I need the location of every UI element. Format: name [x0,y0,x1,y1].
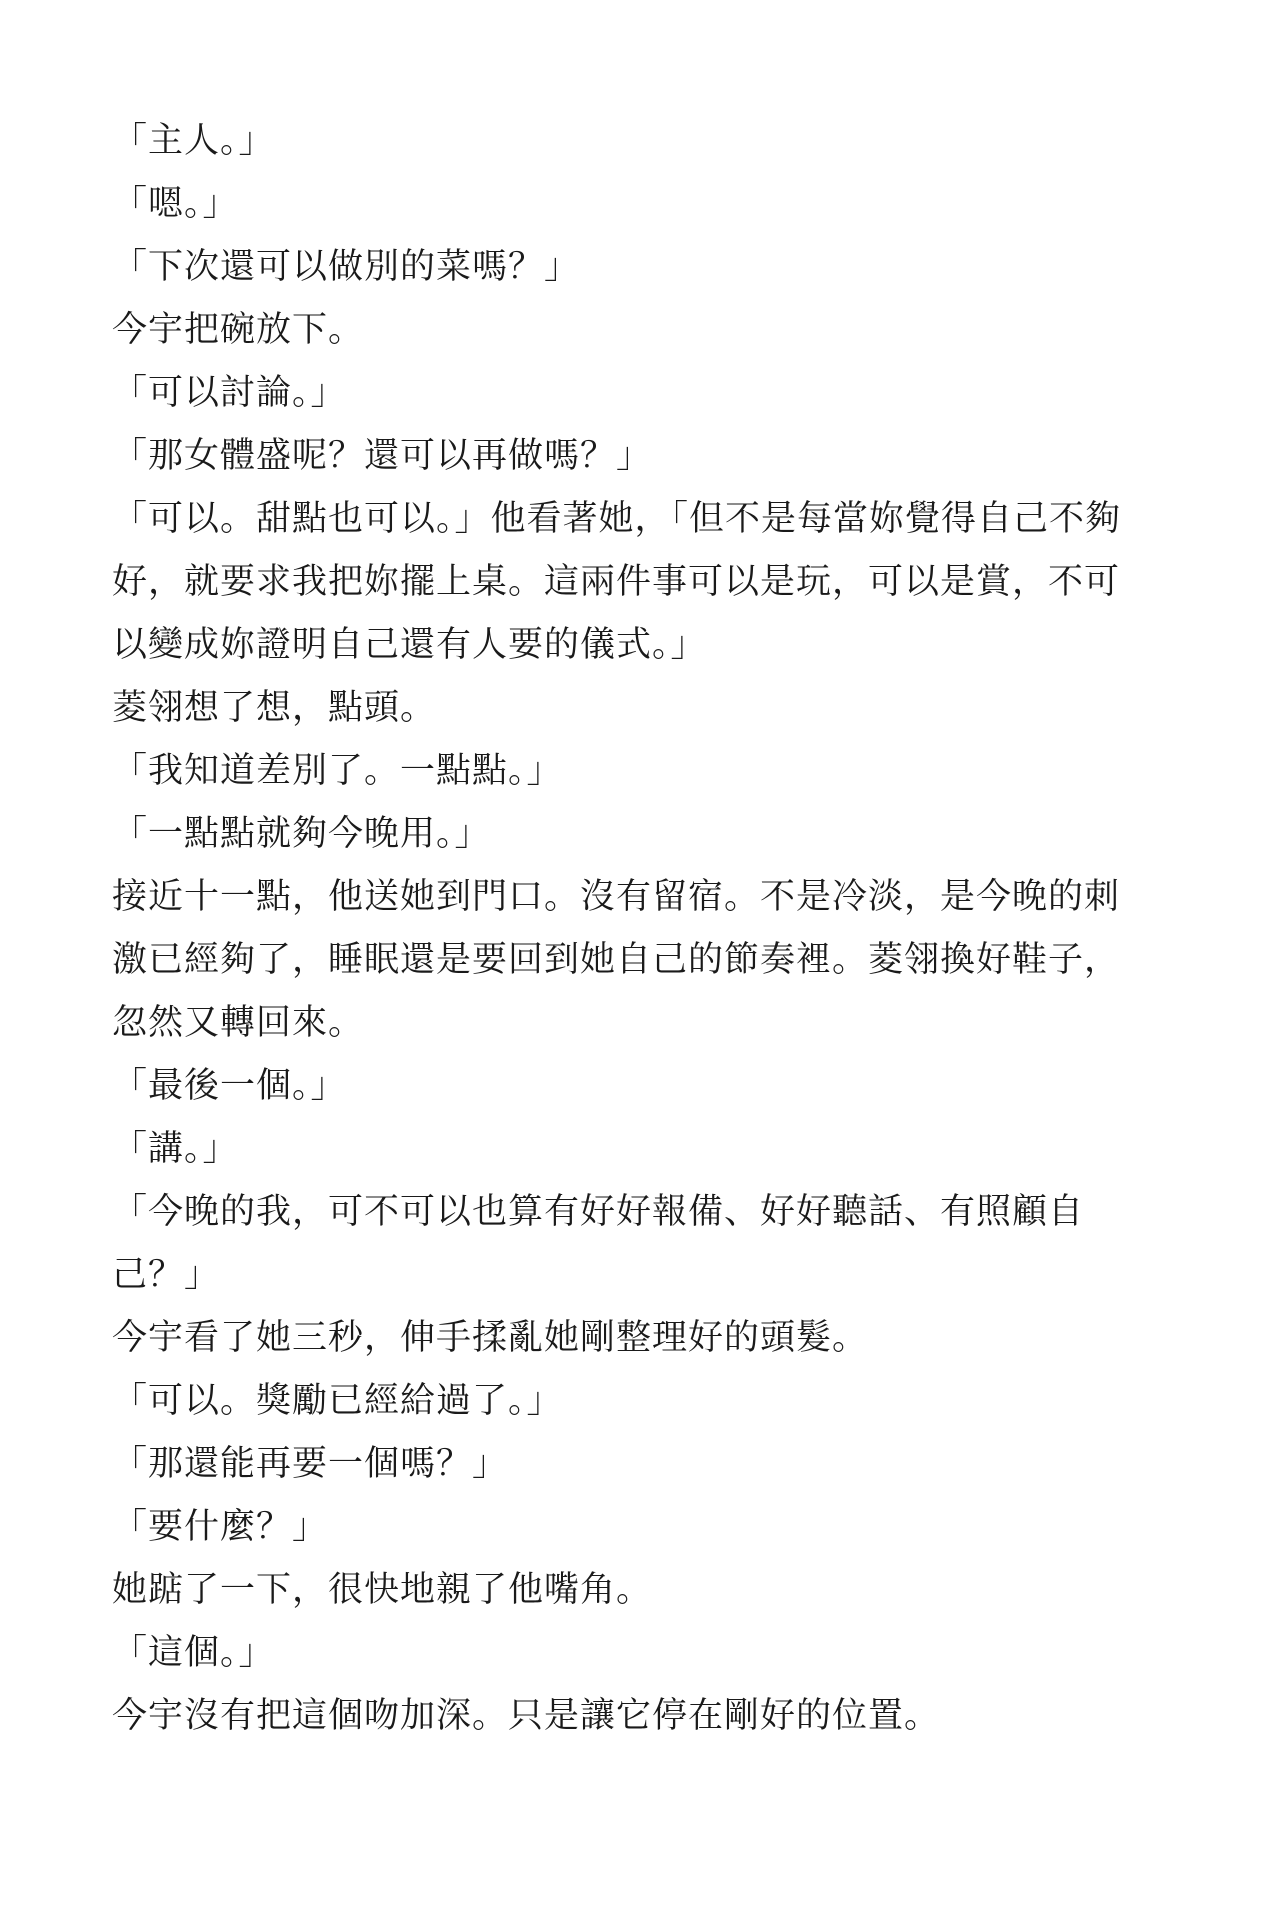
paragraph: 「最後一個。」 [112,1066,347,1106]
paragraph: 接近十一點，他送她到門口。沒有留宿。不是冷淡，是今晚的刺激已經夠了，睡眠還是要回到她自己的節奏裡。菱翎換好鞋子，忽然又轉回來。 [112,877,1121,1043]
paragraph: 「可以。甜點也可以。」他看著她，「但不是每當妳覺得自己不夠好，就要求我把妳擺上桌。這兩件事可以是玩，可以是賞，不可以變成妳證明自己還有人要的儀式。」 [112,499,1122,665]
paragraph: 「下次還可以做別的菜嗎？」 [112,247,581,287]
paragraph: 「那女體盛呢？還可以再做嗎？」 [112,436,653,476]
paragraph: 「要什麼？」 [112,1507,329,1547]
paragraph: 「可以。獎勵已經給過了。」 [112,1381,563,1421]
paragraph: 「一點點就夠今晚用。」 [112,814,491,854]
paragraph: 今宇看了她三秒，伸手揉亂她剛整理好的頭髮。 [112,1318,869,1358]
story-text [112,110,1152,1748]
paragraph: 「可以討論。」 [112,373,347,413]
paragraph: 「那還能再要一個嗎？」 [112,1444,509,1484]
paragraph: 「這個。」 [112,1633,275,1673]
paragraph: 菱翎想了想，點頭。 [112,688,437,728]
paragraph: 「今晚的我，可不可以也算有好好報備、好好聽話、有照顧自己？」 [112,1192,1085,1295]
paragraph: 「我知道差別了。一點點。」 [112,751,563,791]
paragraph: 今宇沒有把這個吻加深。只是讓它停在剛好的位置。 [112,1696,941,1736]
paragraph: 「主人。」 [112,121,275,161]
paragraph: 「講。」 [112,1129,239,1169]
paragraph: 「嗯。」 [112,184,239,224]
paragraph: 今宇把碗放下。 [112,310,365,350]
paragraph: 她踮了一下，很快地親了他嘴角。 [112,1570,653,1610]
